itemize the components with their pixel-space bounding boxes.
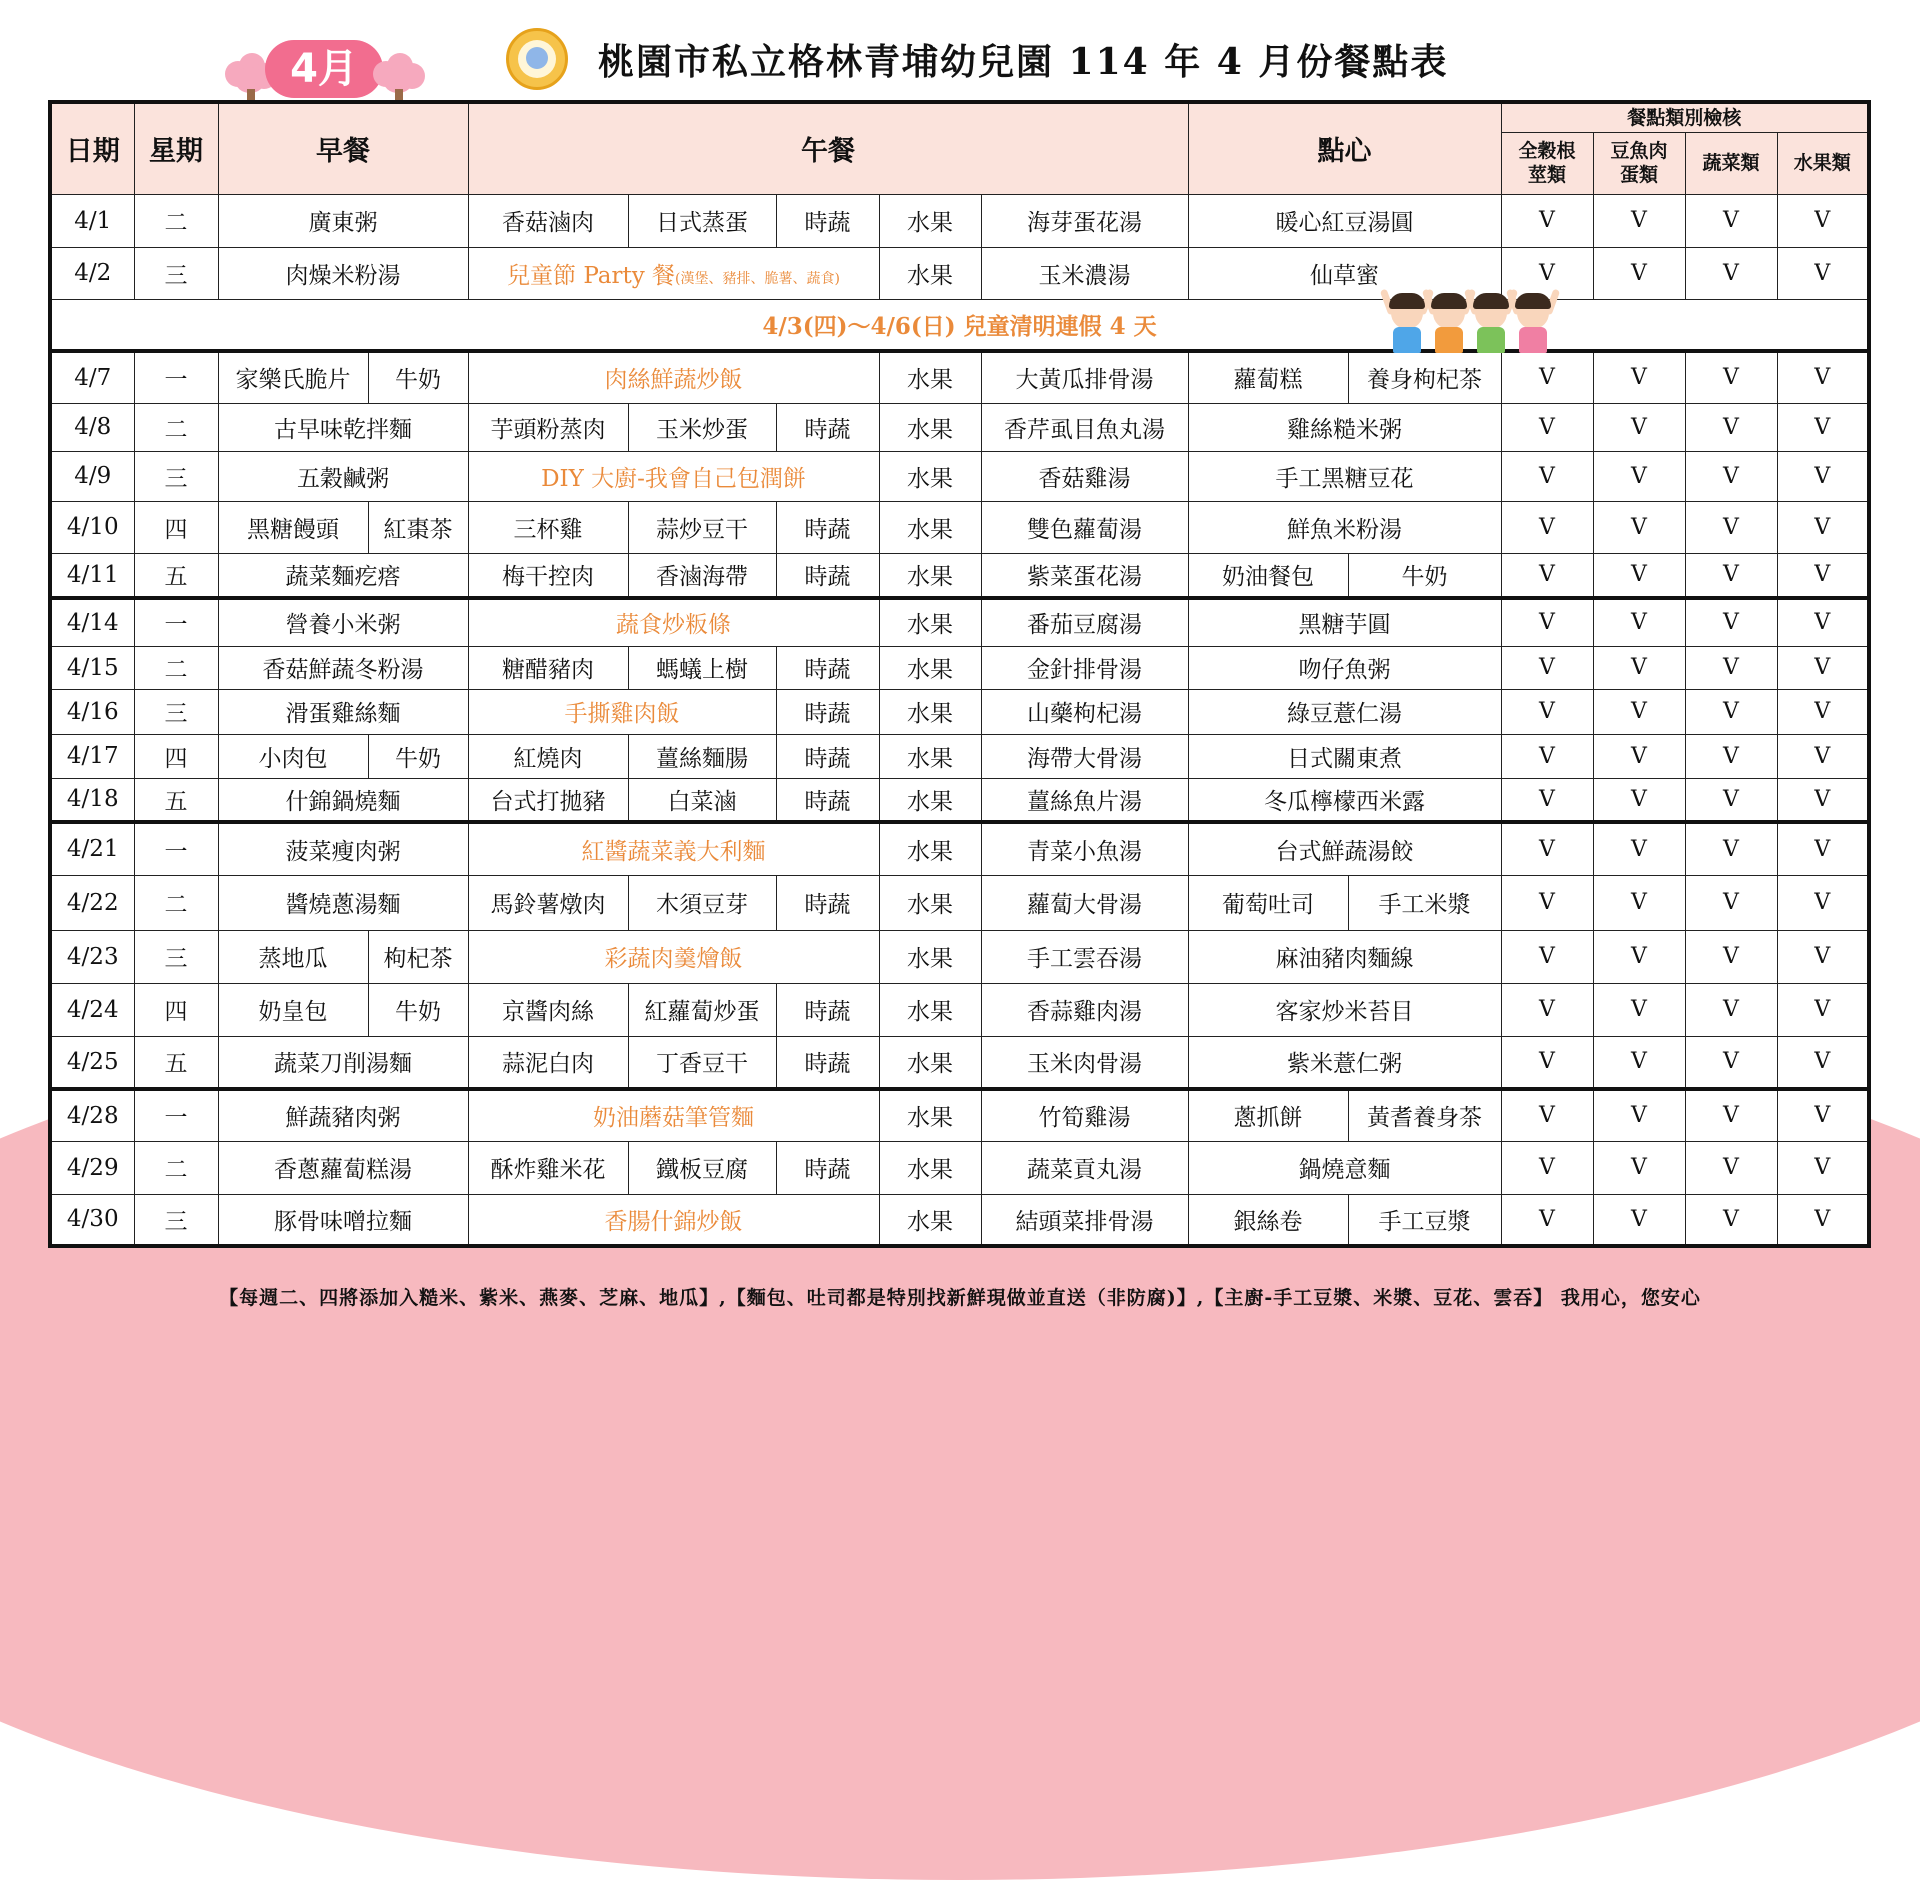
check-mark: V [1593,194,1685,247]
check-mark: V [1777,247,1869,299]
cell-fruit: 水果 [879,689,981,734]
cell-fruit: 水果 [879,351,981,403]
cell-snack-drink: 手工米漿 [1348,875,1501,930]
cell-soup: 香菇雞湯 [981,451,1188,501]
cell-lunch-side: 鐵板豆腐 [628,1141,776,1194]
cell-lunch-side: 薑絲麵腸 [628,734,776,778]
cell-fruit: 水果 [879,598,981,646]
check-mark: V [1501,403,1593,451]
cell-fruit: 水果 [879,1194,981,1246]
cell-fruit: 水果 [879,553,981,598]
cell-fruit: 水果 [879,734,981,778]
check-mark: V [1777,1089,1869,1141]
cell-date: 4/2 [50,247,134,299]
check-mark: V [1593,778,1685,822]
cell-soup: 雙色蘿蔔湯 [981,501,1188,553]
cell-lunch-side: 丁香豆干 [628,1036,776,1089]
check-mark: V [1501,247,1593,299]
cell-soup: 玉米肉骨湯 [981,1036,1188,1089]
cell-lunch-main: 糖醋豬肉 [468,646,628,689]
cell-soup: 山藥枸杞湯 [981,689,1188,734]
check-mark: V [1501,689,1593,734]
cell-snack-drink: 黃耆養身茶 [1348,1089,1501,1141]
cell-snack: 雞絲糙米粥 [1188,403,1501,451]
check-mark: V [1777,553,1869,598]
check-mark: V [1593,1194,1685,1246]
cell-soup: 手工雲吞湯 [981,930,1188,983]
special-meal-name: 兒童節 Party 餐 [507,262,676,289]
cell-fruit: 水果 [879,983,981,1036]
cell-breakfast: 菠菜瘦肉粥 [218,822,468,875]
cell-lunch-side: 紅蘿蔔炒蛋 [628,983,776,1036]
cell-breakfast: 蔬菜麵疙瘩 [218,553,468,598]
table-row [50,822,1869,875]
cell-soup: 紫菜蛋花湯 [981,553,1188,598]
cell-breakfast-drink: 牛奶 [368,351,468,403]
check-mark: V [1777,1194,1869,1246]
cell-breakfast-main: 黑糖饅頭 [218,501,368,553]
cell-date: 4/24 [50,983,134,1036]
cell-date: 4/21 [50,822,134,875]
check-mark: V [1777,403,1869,451]
cell-lunch-veg: 時蔬 [776,778,879,822]
check-mark: V [1593,247,1685,299]
cell-weekday: 三 [134,1194,218,1246]
cell-soup: 海芽蛋花湯 [981,194,1188,247]
cell-breakfast: 香蔥蘿蔔糕湯 [218,1141,468,1194]
cell-breakfast: 肉燥米粉湯 [218,247,468,299]
cell-snack-drink: 養身枸杞茶 [1348,351,1501,403]
cell-weekday: 二 [134,1141,218,1194]
check-mark: V [1501,194,1593,247]
cell-snack: 客家炒米苔目 [1188,983,1501,1036]
school-logo-icon [506,28,568,90]
cell-breakfast: 蔬菜刀削湯麵 [218,1036,468,1089]
cell-fruit: 水果 [879,1036,981,1089]
table-row [50,778,1869,822]
check-mark: V [1685,875,1777,930]
check-mark: V [1777,778,1869,822]
check-mark: V [1685,194,1777,247]
cell-breakfast-main: 奶皇包 [218,983,368,1036]
table-row [50,1036,1869,1089]
check-mark: V [1777,451,1869,501]
check-mark: V [1501,875,1593,930]
check-mark: V [1593,403,1685,451]
check-mark: V [1685,689,1777,734]
cell-date: 4/9 [50,451,134,501]
cell-date: 4/16 [50,689,134,734]
cell-snack: 黑糖芋圓 [1188,598,1501,646]
cell-weekday: 四 [134,501,218,553]
cherry-tree-icon [373,53,425,105]
check-mark: V [1501,734,1593,778]
check-mark: V [1685,1089,1777,1141]
cell-lunch-veg: 時蔬 [776,1036,879,1089]
check-mark: V [1593,983,1685,1036]
cell-lunch-special: 紅醬蔬菜義大利麵 [468,822,879,875]
cell-breakfast: 營養小米粥 [218,598,468,646]
cell-breakfast-drink: 牛奶 [368,983,468,1036]
cell-lunch-special: 奶油蘑菇筆管麵 [468,1089,879,1141]
check-mark: V [1685,1036,1777,1089]
cell-lunch-side: 木須豆芽 [628,875,776,930]
check-mark: V [1501,451,1593,501]
check-mark: V [1777,194,1869,247]
table-row [50,983,1869,1036]
check-mark: V [1593,1089,1685,1141]
cell-lunch-veg: 時蔬 [776,1141,879,1194]
cell-lunch-special: 肉絲鮮蔬炒飯 [468,351,879,403]
check-mark: V [1685,351,1777,403]
cell-lunch-veg: 時蔬 [776,646,879,689]
col-header-vegetables: 蔬菜類 [1685,132,1777,194]
cell-snack: 日式關東煮 [1188,734,1501,778]
cell-lunch-special: 香腸什錦炒飯 [468,1194,879,1246]
cell-breakfast-main: 家樂氏脆片 [218,351,368,403]
cell-breakfast: 香菇鮮蔬冬粉湯 [218,646,468,689]
cell-date: 4/15 [50,646,134,689]
check-mark: V [1593,1141,1685,1194]
check-mark: V [1593,553,1685,598]
cell-lunch-side: 蒜炒豆干 [628,501,776,553]
check-mark: V [1685,247,1777,299]
cell-breakfast: 醬燒蔥湯麵 [218,875,468,930]
cell-weekday: 三 [134,247,218,299]
check-mark: V [1685,734,1777,778]
cell-weekday: 一 [134,1089,218,1141]
table-row [50,553,1869,598]
cell-weekday: 二 [134,646,218,689]
col-header-date: 日期 [50,102,134,194]
cell-date: 4/30 [50,1194,134,1246]
check-mark: V [1685,930,1777,983]
check-mark: V [1777,930,1869,983]
special-meal-note: (漢堡、豬排、脆薯、蔬食) [675,270,840,287]
cell-snack: 鮮魚米粉湯 [1188,501,1501,553]
cell-soup: 香蒜雞肉湯 [981,983,1188,1036]
cell-lunch-side: 香滷海帶 [628,553,776,598]
table-row [50,403,1869,451]
cell-lunch-side: 日式蒸蛋 [628,194,776,247]
check-mark: V [1685,451,1777,501]
cell-snack: 紫米薏仁粥 [1188,1036,1501,1089]
check-mark: V [1777,689,1869,734]
col-header-grains: 全穀根莖類 [1501,132,1593,194]
cell-weekday: 二 [134,194,218,247]
cell-snack-drink: 牛奶 [1348,553,1501,598]
cell-breakfast-drink: 牛奶 [368,734,468,778]
holiday-row [50,299,1869,351]
check-mark: V [1593,451,1685,501]
cell-lunch-main: 紅燒肉 [468,734,628,778]
cell-date: 4/10 [50,501,134,553]
check-mark: V [1501,822,1593,875]
cell-lunch-veg: 時蔬 [776,734,879,778]
check-mark: V [1593,930,1685,983]
check-mark: V [1501,351,1593,403]
check-mark: V [1777,822,1869,875]
check-mark: V [1501,553,1593,598]
cell-lunch-veg: 時蔬 [776,194,879,247]
cell-snack-main: 葡萄吐司 [1188,875,1348,930]
cell-weekday: 四 [134,734,218,778]
cell-fruit: 水果 [879,451,981,501]
table-row [50,194,1869,247]
cell-snack: 仙草蜜 [1188,247,1501,299]
cell-date: 4/1 [50,194,134,247]
cell-snack: 台式鮮蔬湯餃 [1188,822,1501,875]
cell-lunch-side: 螞蟻上樹 [628,646,776,689]
cell-date: 4/18 [50,778,134,822]
col-header-protein: 豆魚肉蛋類 [1593,132,1685,194]
cell-date: 4/28 [50,1089,134,1141]
check-mark: V [1777,1141,1869,1194]
cell-soup: 玉米濃湯 [981,247,1188,299]
cell-weekday: 四 [134,983,218,1036]
check-mark: V [1593,598,1685,646]
cell-snack: 綠豆薏仁湯 [1188,689,1501,734]
table-row [50,646,1869,689]
col-header-weekday: 星期 [134,102,218,194]
cell-lunch-special: 手撕雞肉飯 [468,689,776,734]
cell-weekday: 一 [134,351,218,403]
col-header-lunch: 午餐 [468,102,1188,194]
check-mark: V [1685,646,1777,689]
cell-fruit: 水果 [879,822,981,875]
check-mark: V [1685,553,1777,598]
cell-weekday: 三 [134,689,218,734]
cell-lunch-main: 香菇滷肉 [468,194,628,247]
cell-lunch-veg: 時蔬 [776,403,879,451]
cell-breakfast: 滑蛋雞絲麵 [218,689,468,734]
cell-snack-main: 銀絲卷 [1188,1194,1348,1246]
cell-lunch-main: 台式打拋豬 [468,778,628,822]
cell-breakfast: 鮮蔬豬肉粥 [218,1089,468,1141]
check-mark: V [1501,1089,1593,1141]
cell-snack-main: 奶油餐包 [1188,553,1348,598]
cell-fruit: 水果 [879,1089,981,1141]
cell-weekday: 二 [134,403,218,451]
cell-weekday: 二 [134,875,218,930]
cell-breakfast: 五穀鹹粥 [218,451,468,501]
check-mark: V [1593,875,1685,930]
check-mark: V [1685,778,1777,822]
cell-weekday: 五 [134,1036,218,1089]
cell-date: 4/11 [50,553,134,598]
cell-soup: 竹筍雞湯 [981,1089,1188,1141]
cell-weekday: 五 [134,553,218,598]
cell-lunch-main: 京醬肉絲 [468,983,628,1036]
cell-date: 4/17 [50,734,134,778]
col-header-fruit: 水果類 [1777,132,1869,194]
cell-lunch-veg: 時蔬 [776,553,879,598]
cell-lunch-veg: 時蔬 [776,501,879,553]
cell-breakfast-main: 小肉包 [218,734,368,778]
check-mark: V [1501,1194,1593,1246]
cell-fruit: 水果 [879,501,981,553]
check-mark: V [1501,778,1593,822]
cell-fruit: 水果 [879,403,981,451]
cell-fruit: 水果 [879,646,981,689]
cell-weekday: 三 [134,451,218,501]
cell-lunch-special: DIY 大廚-我會自己包潤餅 [468,451,879,501]
cell-lunch-special: 彩蔬肉羹燴飯 [468,930,879,983]
table-row [50,734,1869,778]
check-mark: V [1501,1036,1593,1089]
check-mark: V [1593,689,1685,734]
check-mark: V [1501,646,1593,689]
table-row [50,247,1869,299]
check-mark: V [1593,501,1685,553]
col-header-check-group: 餐點類別檢核 [1501,102,1869,132]
cell-snack-drink: 手工豆漿 [1348,1194,1501,1246]
cell-soup: 薑絲魚片湯 [981,778,1188,822]
page-header [0,0,1920,100]
cell-soup: 蔬菜貢丸湯 [981,1141,1188,1194]
check-mark: V [1685,1194,1777,1246]
cell-date: 4/29 [50,1141,134,1194]
cell-date: 4/7 [50,351,134,403]
table-row [50,930,1869,983]
cell-breakfast: 什錦鍋燒麵 [218,778,468,822]
cell-lunch-main: 芋頭粉蒸肉 [468,403,628,451]
cell-snack-main: 蘿蔔糕 [1188,351,1348,403]
table-row [50,501,1869,553]
check-mark: V [1685,403,1777,451]
meal-table [48,100,1871,1248]
cell-breakfast-drink: 紅棗茶 [368,501,468,553]
cell-soup: 大黃瓜排骨湯 [981,351,1188,403]
cell-lunch-veg: 時蔬 [776,875,879,930]
table-row [50,875,1869,930]
cell-soup: 香芹虱目魚丸湯 [981,403,1188,451]
check-mark: V [1777,875,1869,930]
cell-lunch-main: 三杯雞 [468,501,628,553]
cell-lunch-main: 馬鈴薯燉肉 [468,875,628,930]
check-mark: V [1593,351,1685,403]
check-mark: V [1501,930,1593,983]
cell-snack: 冬瓜檸檬西米露 [1188,778,1501,822]
cell-lunch-main: 梅干控肉 [468,553,628,598]
cell-fruit: 水果 [879,1141,981,1194]
cell-lunch-main: 酥炸雞米花 [468,1141,628,1194]
table-row [50,351,1869,403]
check-mark: V [1501,983,1593,1036]
check-mark: V [1685,1141,1777,1194]
cell-weekday: 一 [134,822,218,875]
cell-fruit: 水果 [879,247,981,299]
check-mark: V [1593,822,1685,875]
check-mark: V [1593,1036,1685,1089]
cell-soup: 金針排骨湯 [981,646,1188,689]
check-mark: V [1777,646,1869,689]
check-mark: V [1685,822,1777,875]
check-mark: V [1685,598,1777,646]
cell-weekday: 三 [134,930,218,983]
cell-soup: 蘿蔔大骨湯 [981,875,1188,930]
cell-lunch-main: 蒜泥白肉 [468,1036,628,1089]
cell-soup: 結頭菜排骨湯 [981,1194,1188,1246]
cell-snack: 手工黑糖豆花 [1188,451,1501,501]
cell-lunch-veg: 時蔬 [776,983,879,1036]
check-mark: V [1777,501,1869,553]
cell-snack: 吻仔魚粥 [1188,646,1501,689]
check-mark: V [1685,983,1777,1036]
table-row [50,1141,1869,1194]
table-row [50,598,1869,646]
cell-soup: 番茄豆腐湯 [981,598,1188,646]
col-header-snack: 點心 [1188,102,1501,194]
check-mark: V [1777,983,1869,1036]
cell-date: 4/23 [50,930,134,983]
cell-fruit: 水果 [879,930,981,983]
cell-breakfast: 廣東粥 [218,194,468,247]
cell-snack-main: 蔥抓餅 [1188,1089,1348,1141]
check-mark: V [1777,734,1869,778]
cell-date: 4/25 [50,1036,134,1089]
check-mark: V [1777,351,1869,403]
table-row [50,1194,1869,1246]
cell-snack: 鍋燒意麵 [1188,1141,1501,1194]
cell-date: 4/8 [50,403,134,451]
month-badge [225,35,425,105]
table-row [50,1089,1869,1141]
page-title: 桃園市私立格林青埔幼兒園 114 年 4 月份餐點表 [598,41,1449,83]
check-mark: V [1501,598,1593,646]
check-mark: V [1593,734,1685,778]
cell-fruit: 水果 [879,194,981,247]
cell-date: 4/14 [50,598,134,646]
cell-snack: 麻油豬肉麵線 [1188,930,1501,983]
check-mark: V [1777,1036,1869,1089]
cell-breakfast-drink: 枸杞茶 [368,930,468,983]
check-mark: V [1501,1141,1593,1194]
cell-soup: 青菜小魚湯 [981,822,1188,875]
cell-date: 4/22 [50,875,134,930]
cell-fruit: 水果 [879,875,981,930]
cell-lunch-special: 蔬食炒粄條 [468,598,879,646]
cell-soup: 海帶大骨湯 [981,734,1188,778]
col-header-breakfast: 早餐 [218,102,468,194]
cell-breakfast-main: 蒸地瓜 [218,930,368,983]
cell-weekday: 五 [134,778,218,822]
cell-lunch-veg: 時蔬 [776,689,879,734]
cell-snack: 暖心紅豆湯圓 [1188,194,1501,247]
cell-lunch-side: 玉米炒蛋 [628,403,776,451]
cell-lunch-side: 白菜滷 [628,778,776,822]
check-mark: V [1593,646,1685,689]
check-mark: V [1501,501,1593,553]
cell-lunch-special [468,247,879,299]
cell-breakfast: 古早味乾拌麵 [218,403,468,451]
check-mark: V [1777,598,1869,646]
children-illustration-icon [1388,283,1568,355]
table-row [50,451,1869,501]
cell-fruit: 水果 [879,778,981,822]
check-mark: V [1685,501,1777,553]
footer-note: 【每週二、四將添加入糙米、紫米、燕麥、芝麻、地瓜】,【麵包、吐司都是特別找新鮮現做並直送（非防腐)】,【主廚-手工豆漿、米漿、豆花、雲吞】 我用心，您安心 [219,1287,1701,1309]
holiday-notice: 4/3(四)～4/6(日) 兒童清明連假 4 天 [50,299,1869,351]
table-row [50,689,1869,734]
month-label: 4月 [265,40,383,98]
cell-breakfast: 豚骨味噌拉麵 [218,1194,468,1246]
cell-weekday: 一 [134,598,218,646]
